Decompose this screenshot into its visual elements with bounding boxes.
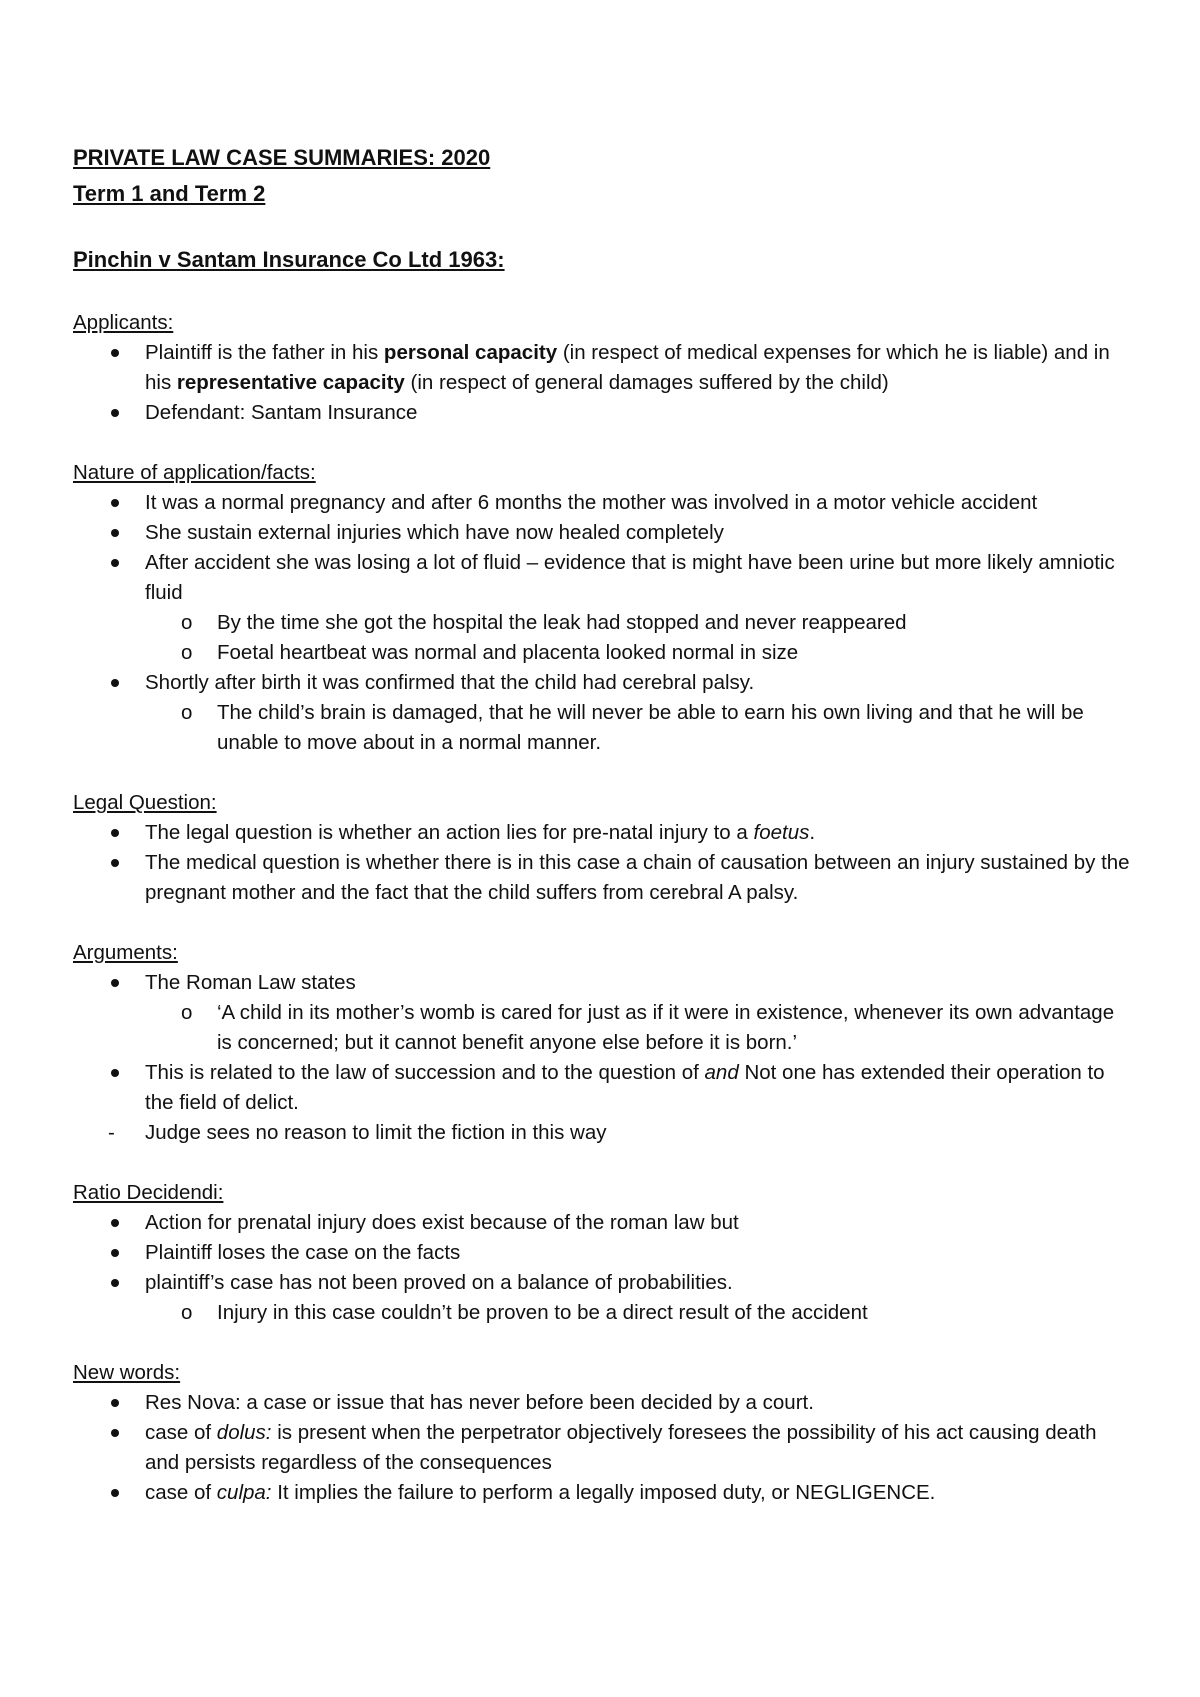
list-item: After accident she was losing a lot of fluid – evidence that is might have been urine but more likely amniotic fluid o By the time she got the hospital the leak had stopped and never reappeared o Foetal heartbeat was normal and placenta looked normal in size <box>145 548 1133 668</box>
arguments-list <box>73 968 1133 1148</box>
applicants-heading: Applicants: <box>73 311 174 334</box>
list-item: Shortly after birth it was confirmed that the child had cerebral palsy. o The child’s brain is damaged, that he will never be able to earn his own living and that he will be unable to move about in a normal manner. <box>145 668 1133 758</box>
list-item: Plaintiff is the father in his personal capacity (in respect of medical expenses for which he is liable) and in his representative capacity (in respect of general damages suffered by the child) <box>145 338 1133 398</box>
legal-question-section <box>73 788 1133 908</box>
sub-list-item: o By the time she got the hospital the leak had stopped and never reappeared <box>217 608 1133 638</box>
ratio-section <box>73 1178 1133 1328</box>
list-item: Res Nova: a case or issue that has never before been decided by a court. <box>145 1388 1133 1418</box>
document-subtitle: Term 1 and Term 2 <box>73 181 266 206</box>
facts-heading: Nature of application/facts: <box>73 461 316 484</box>
list-item: Defendant: Santam Insurance <box>145 398 1133 428</box>
sub-list <box>145 608 1133 668</box>
sub-list <box>145 1298 1133 1328</box>
legal-question-list <box>73 818 1133 908</box>
sub-list <box>145 698 1133 758</box>
list-item: plaintiff’s case has not been proved on a balance of probabilities. o Injury in this case couldn’t be proven to be a direct result of the accident <box>145 1268 1133 1328</box>
sub-list-item: o The child’s brain is damaged, that he will never be able to earn his own living and that he will be unable to move about in a normal manner. <box>217 698 1133 758</box>
sub-list-item: o ‘A child in its mother’s womb is cared for just as if it were in existence, whenever its own advantage is concerned; but it cannot benefit anyone else before it is born.’ <box>217 998 1133 1058</box>
arguments-section <box>73 938 1133 1148</box>
document-title: PRIVATE LAW CASE SUMMARIES: 2020 <box>73 145 491 170</box>
list-item: It was a normal pregnancy and after 6 months the mother was involved in a motor vehicle accident <box>145 488 1133 518</box>
list-item: The Roman Law states o ‘A child in its mother’s womb is cared for just as if it were in existence, whenever its own advantage is concerned; but it cannot benefit anyone else before it is born.’ <box>145 968 1133 1058</box>
list-item: The legal question is whether an action lies for pre-natal injury to a foetus. <box>145 818 1133 848</box>
list-item: Plaintiff loses the case on the facts <box>145 1238 1133 1268</box>
sub-list-item: o Injury in this case couldn’t be proven to be a direct result of the accident <box>217 1298 1133 1328</box>
list-item: She sustain external injuries which have now healed completely <box>145 518 1133 548</box>
new-words-heading: New words: <box>73 1361 181 1384</box>
arguments-heading: Arguments: <box>73 941 178 964</box>
list-item: case of dolus: is present when the perpetrator objectively foresees the possibility of his act causing death and persists regardless of the consequences <box>145 1418 1133 1478</box>
ratio-heading: Ratio Decidendi: <box>73 1181 224 1204</box>
list-item: case of culpa: It implies the failure to perform a legally imposed duty, or NEGLIGENCE. <box>145 1478 1133 1508</box>
new-words-list <box>73 1388 1133 1508</box>
list-item: The medical question is whether there is in this case a chain of causation between an injury sustained by the pregnant mother and the fact that the child suffers from cerebral A palsy. <box>145 848 1133 908</box>
ratio-list <box>73 1208 1133 1328</box>
case-title: Pinchin v Santam Insurance Co Ltd 1963: <box>73 247 505 272</box>
applicants-list <box>73 338 1133 428</box>
facts-list <box>73 488 1133 758</box>
new-words-section <box>73 1358 1133 1508</box>
list-item: Action for prenatal injury does exist because of the roman law but <box>145 1208 1133 1238</box>
document-page <box>73 140 1133 1508</box>
list-item: - Judge sees no reason to limit the fiction in this way <box>145 1118 1133 1148</box>
list-item: This is related to the law of succession and to the question of and Not one has extended their operation to the field of delict. <box>145 1058 1133 1118</box>
sub-list-item: o Foetal heartbeat was normal and placenta looked normal in size <box>217 638 1133 668</box>
applicants-section <box>73 308 1133 428</box>
sub-list <box>145 998 1133 1058</box>
legal-question-heading: Legal Question: <box>73 791 217 814</box>
facts-section <box>73 458 1133 758</box>
